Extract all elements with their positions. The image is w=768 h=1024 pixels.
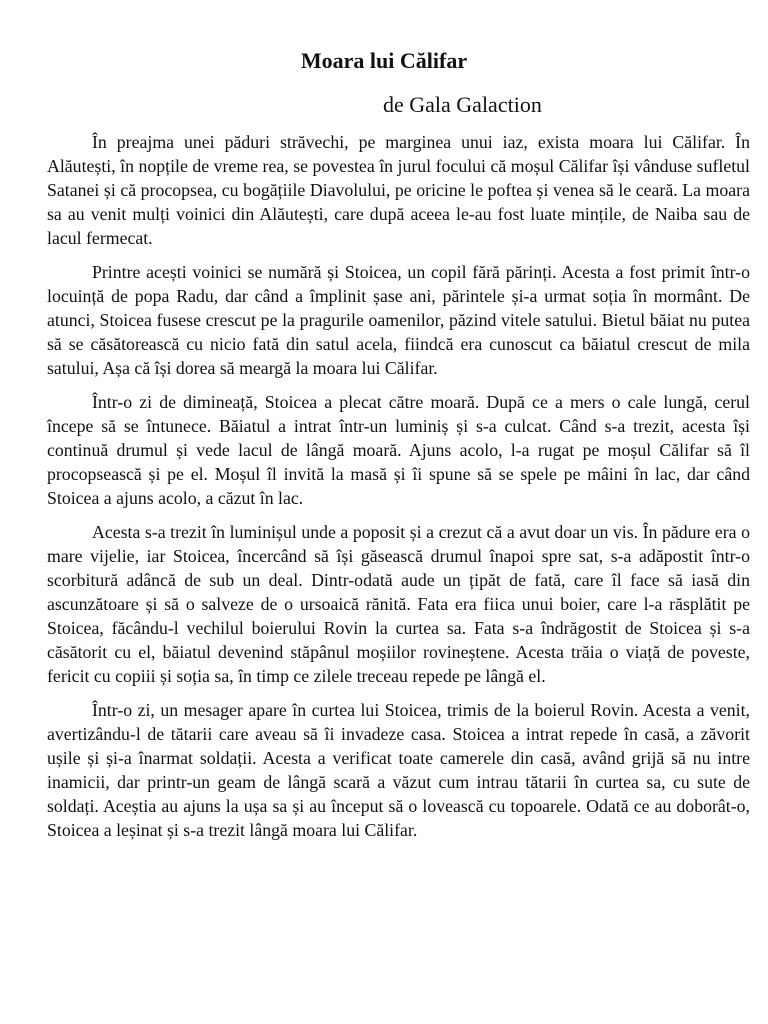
- paragraph-1: În preajma unei păduri străvechi, pe marginea unui iaz, exista moara lui Călifar. În Alăutești, în nopțile de vreme rea, se povestea în jurul focului că moșul Călifar își vânduse sufletul Satanei și că procopsea, cu bogățiile Diavolului, pe oricine le poftea și venea să le ceară. La moara sa au venit mulți voinici din Alăutești, care după aceea le-au fost luate mințile, de Naiba sau de lacul fermecat.: [47, 132, 750, 248]
- paragraph-3: Într-o zi de dimineață, Stoicea a plecat către moară. După ce a mers o cale lungă, cerul începe să se întunece. Băiatul a intrat într-un luminiș și s-a culcat. Când s-a trezit, acesta își continuă drumul și vede lacul de lângă moară. Ajuns acolo, l-a rugat pe moșul Călifar să îl procopsească și pe el. Moșul îl invită la masă și îi spune să se spele pe mâini în lac, dar când Stoicea a ajuns acolo, a căzut în lac.: [47, 392, 750, 508]
- paragraph-4: Acesta s-a trezit în luminișul unde a poposit și a crezut că a avut doar un vis. În pădure era o mare vijelie, iar Stoicea, încercând să își găsească drumul înapoi spre sat, s-a adăpostit într-o scorbitură adâncă de sub un deal. Dintr-odată aude un țipăt de fată, care îl face să iasă din ascunzătoare și să o salveze de o ursoaică rănită. Fata era fiica unui boier, care l-a răsplătit pe Stoicea, făcându-l vechilul boierului Rovin la curtea sa. Fata s-a îndrăgostit de Stoicea și s-a căsătorit cu el, băiatul devenind stăpânul moșiilor rovineștene. Acesta trăia o viață de poveste, fericit cu copiii și soția sa, în timp ce zilele treceau repede pe lângă el.: [47, 522, 750, 686]
- paragraph-2: Printre acești voinici se numără și Stoicea, un copil fără părinți. Acesta a fost primit într-o locuință de popa Radu, dar când a împlinit șase ani, părintele și-a urmat soția în mormânt. De atunci, Stoicea fusese crescut pe la pragurile oamenilor, păzind vitele satului. Bietul băiat nu putea să se căsătorească cu nicio fată din satul acela, fiindcă era cunoscut ca băiatul crescut de mila satului, Așa că își dorea să meargă la moara lui Călifar.: [47, 262, 750, 378]
- document-author: de Gala Galaction: [383, 92, 542, 117]
- document-title: Moara lui Călifar: [300, 48, 468, 73]
- paragraph-5: Într-o zi, un mesager apare în curtea lui Stoicea, trimis de la boierul Rovin. Acesta a venit, avertizându-l de tătarii care aveau să îi invadeze casa. Stoicea a intrat repede în casă, a zăvorit ușile și și-a înarmat soldații. Acesta a verificat toate camerele din casă, având grijă să nu intre inamicii, dar printr-un geam de lângă scară a văzut cum intrau tătarii în curtea sa, cu sute de soldați. Aceștia au ajuns la ușa sa și au început să o lovească cu topoarele. Odată ce au doborât-o, Stoicea a leșinat și s-a trezit lângă moara lui Călifar.: [47, 700, 750, 840]
- document-body: [47, 130, 750, 852]
